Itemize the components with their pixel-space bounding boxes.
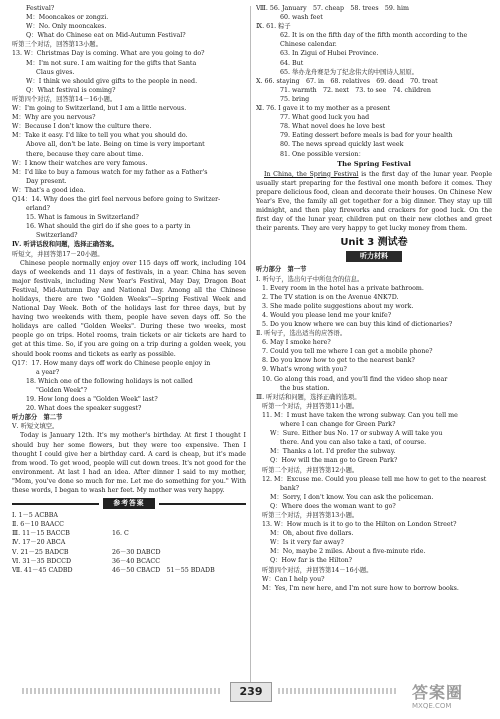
text-line: 听第三个对话，并回答第13小题。 bbox=[262, 511, 359, 519]
footer-stripes-right bbox=[278, 688, 398, 694]
text-line: W：That's a good idea. bbox=[12, 186, 86, 194]
text-line: 77. What good luck you had bbox=[280, 114, 370, 122]
text-line: 62. It is on the fifth day of the fifth month according to the bbox=[280, 32, 468, 40]
passage-golden-weeks: Chinese people normally enjoy over 115 days off work, including 104 days of weekends and 11 days of festivals, in a year. China has seven major festivals, including New Year's Festival, May Day, Dragon Boat Festival, Mid-Autumn Day and National Day. Among all the Chinese holidays, there are two "Golden Weeks"—Spring Festival Week and National Day Week. Both of the holidays last for three days, but by having two weekends with them, people have seven days off. So the holidays are called "Golden Weeks". During these two weeks, most people go on trips. Hotel rooms, train tickets or air tickets are hard to get at this time. So, if you are going on a trip during a golden week, you should book rooms and tickets as early as possible. bbox=[12, 259, 246, 358]
answer-cell: Ⅲ. 11－15 BACCB bbox=[12, 530, 70, 538]
text-line: Q：Where does the woman want to go? bbox=[270, 502, 396, 510]
text-line: 6. May I smoke here? bbox=[262, 339, 331, 347]
column-divider bbox=[250, 6, 251, 682]
text-line: 7. Could you tell me where I can get a mobile phone? bbox=[262, 348, 433, 356]
text-line: 听第一个对话，并回答第11小题。 bbox=[262, 402, 359, 410]
right-column bbox=[256, 4, 492, 593]
text-line: Ⅺ. 76. I gave it to my mother as a present bbox=[256, 105, 391, 113]
text-line: 听短文，并回答第17－20小题。 bbox=[12, 250, 104, 258]
text-line: 5. Do you know where we can buy this kind of dictionaries? bbox=[262, 321, 453, 328]
text-line: Ⅹ. 66. staying 67. in 68. relatives 69. dead 70. treat bbox=[256, 77, 438, 85]
answer-cell: Ⅳ. 17－20 ABCA bbox=[12, 539, 66, 547]
text-line: a year? bbox=[36, 368, 60, 376]
watermark-small-text: MXQE.COM bbox=[412, 702, 452, 710]
text-line: M：I'd like to buy a famous watch for my father as a Father's bbox=[12, 168, 208, 176]
text-line: 15. What is famous in Switzerland? bbox=[26, 214, 139, 222]
text-line: 65. 举办龙舟赛是为了纪念伟大的中国诗人屈原。 bbox=[280, 68, 418, 76]
left-question-lines bbox=[12, 359, 246, 432]
answer-row bbox=[12, 548, 246, 557]
text-line: Q：How will the man go to Green Park? bbox=[270, 457, 398, 465]
answer-cell: Ⅱ. 6－10 BAACC bbox=[12, 521, 64, 529]
text-line: 1. Every room in the hotel has a private bathroom. bbox=[262, 284, 424, 292]
text-line: 20. What does the speaker suggest? bbox=[26, 405, 142, 413]
answer-cell: 16. C bbox=[112, 530, 129, 538]
text-line: M：I'm not sure. I am waiting for the gifts that Santa bbox=[26, 59, 197, 67]
text-line: "Golden Week"? bbox=[36, 386, 88, 394]
text-line: 18. Which one of the following holidays is not called bbox=[26, 377, 193, 385]
text-line: Ⅳ. 听讲话段和问题，选择正确答案。 bbox=[12, 241, 118, 249]
answer-cell: Ⅴ. 21－25 BADCB bbox=[12, 548, 69, 556]
text-line: W：Sure. Either bus No. 17 or subway A will take you bbox=[270, 430, 443, 438]
text-line: the bus station. bbox=[280, 384, 330, 392]
text-line: 10. Go along this road, and you'll find the video shop near bbox=[262, 375, 448, 383]
text-line: 听第四个对话，回答第14－16小题。 bbox=[12, 95, 117, 103]
text-line: Switzerland? bbox=[36, 232, 78, 240]
text-line: bank? bbox=[280, 484, 300, 492]
text-line: 81. One possible version： bbox=[280, 150, 365, 158]
text-line: 71. warmth 72. next 73. to see 74. children bbox=[280, 86, 431, 94]
text-line: 听第四个对话，并回答第14－16小题。 bbox=[262, 566, 373, 574]
answer-cell: 26－30 DABCD bbox=[112, 548, 161, 556]
text-line: 4. Would you please lend me your knife? bbox=[262, 311, 392, 319]
text-line: Q：How far is the Hilton? bbox=[270, 557, 353, 565]
footer-stripes-left bbox=[22, 688, 222, 694]
text-line: 12. M：Excuse me. Could you please tell me how to get to the nearest bbox=[262, 475, 487, 483]
text-line: W：Because I don't know the culture there. bbox=[12, 123, 152, 131]
answer-title: 参考答案 bbox=[103, 498, 154, 509]
text-line: erland? bbox=[26, 205, 50, 213]
text-line: Q：What do Chinese eat on Mid-Autumn Festival? bbox=[26, 32, 186, 40]
text-line: M：Yes, I'm new here, and I'm not sure how to borrow books. bbox=[262, 584, 459, 592]
text-line: 75. bring bbox=[280, 95, 310, 103]
text-line: W：I'm going to Switzerland, but I am a little nervous. bbox=[12, 105, 187, 113]
text-line: M：Why are you nervous? bbox=[12, 114, 96, 122]
text-line: Festival? bbox=[26, 5, 55, 12]
answer-cell: Ⅶ. 41－45 CADBD bbox=[12, 566, 73, 574]
text-line: Q14：14. Why does the girl feel nervous before going to Switzer- bbox=[12, 195, 221, 203]
text-line: 60. wash feet bbox=[280, 14, 323, 22]
text-line: 听第二个对话，并回答第12小题。 bbox=[262, 466, 359, 474]
text-line: there, because they care about time. bbox=[26, 150, 144, 158]
text-line: Ⅱ. 听句子，选出适当的应答语。 bbox=[256, 330, 347, 338]
answer-cell: Ⅰ. 1－5 ACBBA bbox=[12, 512, 58, 520]
text-line: Day present. bbox=[26, 177, 67, 185]
answer-row bbox=[12, 538, 246, 547]
essay-underlined: In China, the Spring Festival bbox=[264, 170, 359, 178]
text-line: Ⅴ. 听短文填空。 bbox=[12, 423, 59, 431]
text-line: 19. How long does a "Golden Week" last? bbox=[26, 396, 158, 404]
listening-script-lines bbox=[256, 265, 492, 592]
answer-row bbox=[12, 511, 246, 520]
left-column bbox=[12, 4, 246, 575]
text-line: W：Can I help you? bbox=[262, 575, 325, 583]
answer-cell: 36－40 BCACC bbox=[112, 557, 161, 565]
answer-cell: 46－50 CBACD 51－55 BDADB bbox=[112, 566, 215, 574]
text-line: 8. Do you know how to get to the nearest bank? bbox=[262, 357, 415, 365]
essay-body bbox=[256, 170, 492, 234]
text-line: Claus gives. bbox=[36, 68, 75, 76]
text-line: Above all, don't be late. Being on time is very important bbox=[26, 141, 205, 149]
text-line: Q：What festival is coming? bbox=[26, 86, 116, 94]
text-line: 13. W：Christmas Day is coming. What are you going to do? bbox=[12, 50, 205, 58]
answer-row bbox=[12, 566, 246, 575]
text-line: where I can change for Green Park? bbox=[280, 421, 396, 429]
text-line: 78. What novel does he love best bbox=[280, 123, 386, 131]
text-line: 79. Eating dessert before meals is bad for your health bbox=[280, 132, 453, 140]
text-line: 听力部分 第二节 bbox=[12, 414, 63, 422]
text-line: M：Mooncakes or zongzi. bbox=[26, 14, 109, 22]
text-line: 2. The TV station is on the Avenue 4NK7D. bbox=[262, 293, 399, 301]
answer-cell: Ⅵ. 31－35 BDCCD bbox=[12, 557, 72, 565]
passage-birthday: Today is January 12th. It's my mother's birthday. At first I thought I should buy her some flowers, but they were too expensive. Then I thought I could give her a birthday card. A card is cheap, but it's made from wood. To get wood, people will cut down trees. It's not good for the environment. At last I had an idea. After dinner I said to my mother, "Mom, you've done so much for me. Let me do something for you." With these words, I began to wash her feet. My mother was very happy. bbox=[12, 432, 246, 494]
text-line: 听力部分 第一节 bbox=[256, 266, 307, 274]
watermark-logo bbox=[412, 684, 496, 716]
tag-label: 听力材料 bbox=[346, 251, 402, 262]
right-answer-lines bbox=[256, 4, 492, 159]
text-line: 听第三个对话，回答第13小题。 bbox=[12, 41, 102, 49]
text-line: M：Sorry, I don't know. You can ask the policeman. bbox=[270, 493, 434, 501]
text-line: M：Take it easy. I'd like to tell you what you should do. bbox=[12, 132, 188, 140]
text-line: Chinese calendar. bbox=[280, 41, 337, 49]
text-line: W：I think we should give gifts to the people in need. bbox=[26, 77, 198, 85]
text-line: Ⅲ. 听对话和问题，选择正确的选项。 bbox=[256, 393, 361, 401]
text-line: Ⅷ. 56. January 57. cheap 58. trees 59. him bbox=[256, 5, 409, 12]
text-line: 16. What should the girl do if she goes to a party in bbox=[26, 223, 191, 231]
answer-key bbox=[12, 511, 246, 575]
answer-row bbox=[12, 557, 246, 566]
essay-title: The Spring Festival bbox=[337, 159, 411, 168]
answer-banner bbox=[12, 498, 246, 509]
answer-row bbox=[12, 520, 246, 529]
text-line: W：Is it very far away? bbox=[270, 539, 344, 547]
text-line: 11. M：I must have taken the wrong subway. Can you tell me bbox=[262, 411, 458, 419]
text-line: 9. What's wrong with you? bbox=[262, 366, 347, 374]
text-line: 64. But bbox=[280, 59, 304, 67]
text-line: Ⅸ. 61. 粽子 bbox=[256, 23, 291, 31]
text-line: 13. W：How much is it to go to the Hilton on London Street? bbox=[262, 521, 457, 529]
unit-title: Unit 3 测试卷 bbox=[340, 237, 408, 249]
text-line: there. And you can also take a taxi, of course. bbox=[280, 439, 427, 447]
text-line: M：No, maybe 2 miles. About a five-minute ride. bbox=[270, 548, 426, 556]
text-line: Q17：17. How many days off work do Chinese people enjoy in bbox=[12, 359, 211, 367]
text-line: 63. In Zigui of Hubei Province. bbox=[280, 50, 379, 58]
text-line: W：I know their watches are very famous. bbox=[12, 159, 148, 167]
watermark-big-text: 答案圈 bbox=[412, 683, 464, 702]
text-line: W：No. Only mooncakes. bbox=[26, 23, 107, 31]
essay-rest: is the first day of the lunar year. People usually start preparing for the festival one month before it comes. They prepare delicious food, clean and decorate their houses. On Chinese New Year's Eve, the family all get together for a big dinner. They stay up till midnight, and then play fireworks and crackers for good luck. On the first day of the lunar year, children put on their new clothes and greet their parents. They are very happy to get lucky money from them. bbox=[256, 170, 492, 233]
text-line: Ⅰ. 听句子，选出句子中所包含的信息。 bbox=[256, 275, 364, 283]
left-dialogue-lines bbox=[12, 4, 246, 259]
listening-material-tag bbox=[256, 251, 492, 262]
page-number: 239 bbox=[230, 682, 272, 702]
text-line: M：Thanks a lot. I'd prefer the subway. bbox=[270, 448, 396, 456]
text-line: M：Oh, about five dollars. bbox=[270, 530, 354, 538]
answer-row bbox=[12, 529, 246, 538]
text-line: 80. The news spread quickly last week bbox=[280, 141, 404, 149]
text-line: 3. She made polite suggestions about my work. bbox=[262, 302, 414, 310]
